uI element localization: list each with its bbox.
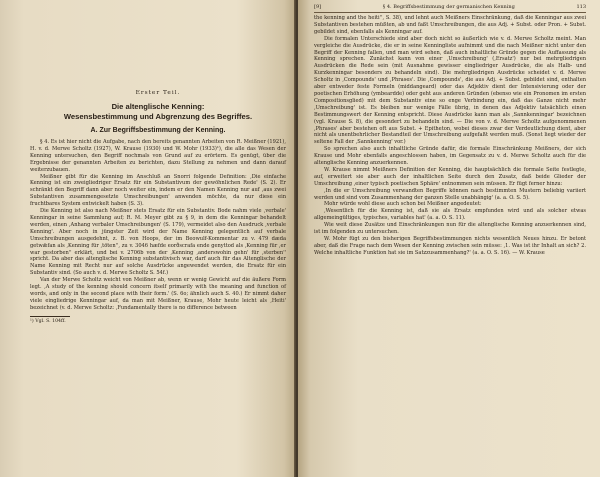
right-paragraph-1: the kenning and the heiti'', S. 38), und lehnt auch Meißners Einschränkung, daß die Kenningar aus zwei Substantiven bestehen müßten, ab und faßt Umschreibungen, die aus Adj. + Subst. oder Pron. + Subst. gebildet sind, ebenfalls als Kenningar auf. [314, 15, 586, 35]
footnote-rule [30, 316, 70, 317]
right-paragraph-5: ‚In die er Umschreibung verwandten Begriffe können nach bestimmten Mustern beliebig variiert werden und sind vom Zusammenhang der ganzen Stelle unabhängig' (a. a. O. S. 5). [314, 187, 586, 201]
section-heading: A. Zur Begriffsbestimmung der Kenning. [90, 127, 226, 134]
left-page [0, 0, 296, 477]
right-paragraph-9: W. Mohr fügt zu den bisherigen Begriffsbestimmungen nichts wesentlich Neues hinzu. Er betont aber, daß die Frage nach dem Wesen der Kenning zwischen sein müsse: ‚1. Was ist ihr Inhalt an sich? 2. Welche inhaltliche Funktion hat sie im Satzzusammenhang?' (a. a. O. S. 16). — W. Krause [314, 236, 586, 256]
right-paragraph-4: W. Krause nimmt Meißners Definition der Kenning, die hauptsächlich die formale Seite festlegte, auf, erweitert sie aber auch der inhaltlichen Seite durch den Zusatz, daß beide Glieder der Umschreibung ‚einer typisch poetischen Sphäre' entnommen sein müssen. Er fügt ferner hinzu: [314, 166, 586, 187]
footnote: ¹) Vgl. S. 104ff. [30, 318, 66, 324]
left-paragraph-2: Meißner gibt für die Kenning im Anschluß an Snorri folgende Definition: ‚Die einfache Kenning ist ein zweigliedriger Ersatz für ein Substantivum der gewöhnlichen Rede' (S. 2). Er schränkt den Begriff dann aber noch weiter ein, indem er den Namen Kenning nur auf ‚aus zwei Substantiven zusammengesetzte Umschreibungen' anwenden möchte, da nur diese ein fruchtbares System entwickelt haben (S. 3). [30, 173, 286, 208]
right-paragraph-8: Wie weit diese Zusätze und Einschränkungen nun für die altenglische Kenning anzuerkennen sind, ist im folgenden zu untersuchen. [314, 222, 586, 236]
left-paragraph-3: Die Kenning ist also nach Meißner stets Ersatz für ein Substantiv. Bode nahm viele ‚verbale' Kenningar in seine Sammlung auf; R. M. Meyer gibt zu § 9, in dem die Kenningar behandelt werden, einen ‚Anhang verbaler Umschreibungen' (S. 179), vermeidet also den Ausdruck ‚verbale Kenning'. Aber noch in jüngster Zeit wird der Name Kenning gelegentlich auf verbale Umschreibungen ausgedehnt, z. B. von Hoops, der im Beowulf-Kommentar zu v. 479 dæda getwǣfan als ‚Kenning für ‚töten'', zu v. 3046 hæfde eorðscrafa ende genyttod als ‚Kenning für ‚er war gestorben'' erklärt, und bei v. 2706b von der ‚Kenning ‚anderswohin gehn' für ‚sterben'' spricht. Da aber das altenglische Kenning substantivisch war, darf auch für das Altenglische der Name Kenning mit Recht nur auf solche Ausdrücke angewendet werden, die Ersatz für ein Substantiv sind. (So auch v. d. Merwe Scholtz S. 54f.) [30, 208, 286, 277]
running-header [314, 4, 586, 13]
right-paragraph-7: ‚Wesentlich für die Kenning ist, daß sie als Ersatz empfunden wird und als solcher etwas allgemeingültiges, typisches, variables hat' (a. a. O. S. 11). [314, 208, 586, 222]
page-number: 113 [576, 4, 586, 10]
right-paragraph-6: Mohr würde wohl diese auch schon bei Meißner angedeutet: [324, 201, 482, 208]
header-label: [9] [314, 4, 322, 10]
part-heading: Erster Teil. [135, 90, 181, 96]
right-paragraph-2: Die formalen Unterschiede sind aber doch nicht so äußerlich wie v. d. Merwe Scholtz meint. Man vergleiche die Ausdrücke, die er in seine Kenningliste aufnimmt und die nach Meißner nicht unter den Begriff der Kenning fallen, und man wird sehen, daß auch inhaltliche Gründe gegen die Auffassung als Kenning sprechen. Zunächst kann von einer ‚Umschreibung' (‚Ersatz') nur bei mehrgliedrigen Ausdrücken die Rede sein (mit Ausnahme gewisser eingliedriger Ausdrücke, die als Halb- und Kurzkenningar besonders zu behandeln sind). Die mehrgliedrigen Ausdrücke scheidet v. d. Merwe Scholtz in ‚Compounds' und ‚Phrases'. Die ‚Compounds', die aus Adj. + Subst. gebildet sind, enthalten aber entweder feste Formeln (middangeard) oder das Adjektiv dient der Intensivierung oder der poetischen Erhöhung (ymbeardde) oder geht aus anderen Gründen (ebenso wie ein Pronomen im ersten Compositionsglied) mit dem Substantiv eine so enge Verbindung ein, daß das Ganze nicht mehr ‚Umschreibung' ist. Es bleiben nur wenige Fälle übrig, in denen das Adjektiv tatsächlich einen Bestimmungswert der Kenning entspricht. Diese Ausdrücke kann man als ‚Sannkenningar' bezeichnen (vgl. Krause S. 8), die gesondert zu behandeln sind. — Die von v. d. Merwe Scholtz aufgenommenen ‚Phrases' aber bestehen oft aus Subst. + Epitheton, wobei dieses zwar der Verdeutlichung dient, aber nicht als unentbehrlicher Bestandteil der Umschreibung aufgefaßt werden muß. (Sonst liegt wieder der seltene Fall der ‚Sannkenning' vor.) [314, 35, 586, 146]
right-page [298, 0, 600, 477]
left-paragraph-4: Van der Merwe Scholtz weicht von Meißner ab, wenn er wenig Gewicht auf die äußere Form legt. ‚A study of the kenning should concern itself primarily with the meaning and function of words, and only in the second place with their form.' (S. 6o; ähnlich auch S. 40.) Er nimmt daher viele eingliedrige Kenningar auf, da man mit Meißner, Krause, Mohr heute leicht als ‚Heiti' bezeichnet (v. d. Merwe Scholtz: ‚Fundamentally there is no difference between [30, 277, 286, 311]
right-paragraph-3: So sprechen also auch inhaltliche Gründe dafür, die formale Einschränkung Meißners, der sich Krause und Mohr ebenfalls angeschlossen haben, im Gegensatz zu v. d. Merwe Scholtz auch für die altenglische Kenning anzuerkennen. [314, 146, 586, 167]
header-title: § 4. Begriffsbestimmung der germanischen Kenning [382, 4, 515, 10]
chapter-title-line-2: Wesensbestimmung und Abgrenzung des Begriffes. [63, 112, 253, 121]
chapter-title-line-1: Die altenglische Kenning: [111, 102, 205, 111]
left-paragraph-1: § 4. Es ist hier nicht die Aufgabe, nach den bereits genannten Arbeiten von R. Meißner (1921), H. v. d. Merwe Scholtz (1927), W. Krause (1930) und W. Mohr (1933)¹), die alle das Wesen der Kenning untersuchen, den Begriff nochmals von Grund auf zu erörtern. Es genügt, über die Ergebnisse der genannten Arbeiten zu berichten, dazu Stellung zu nehmen und dann darauf weiterzubauen. [30, 139, 286, 173]
